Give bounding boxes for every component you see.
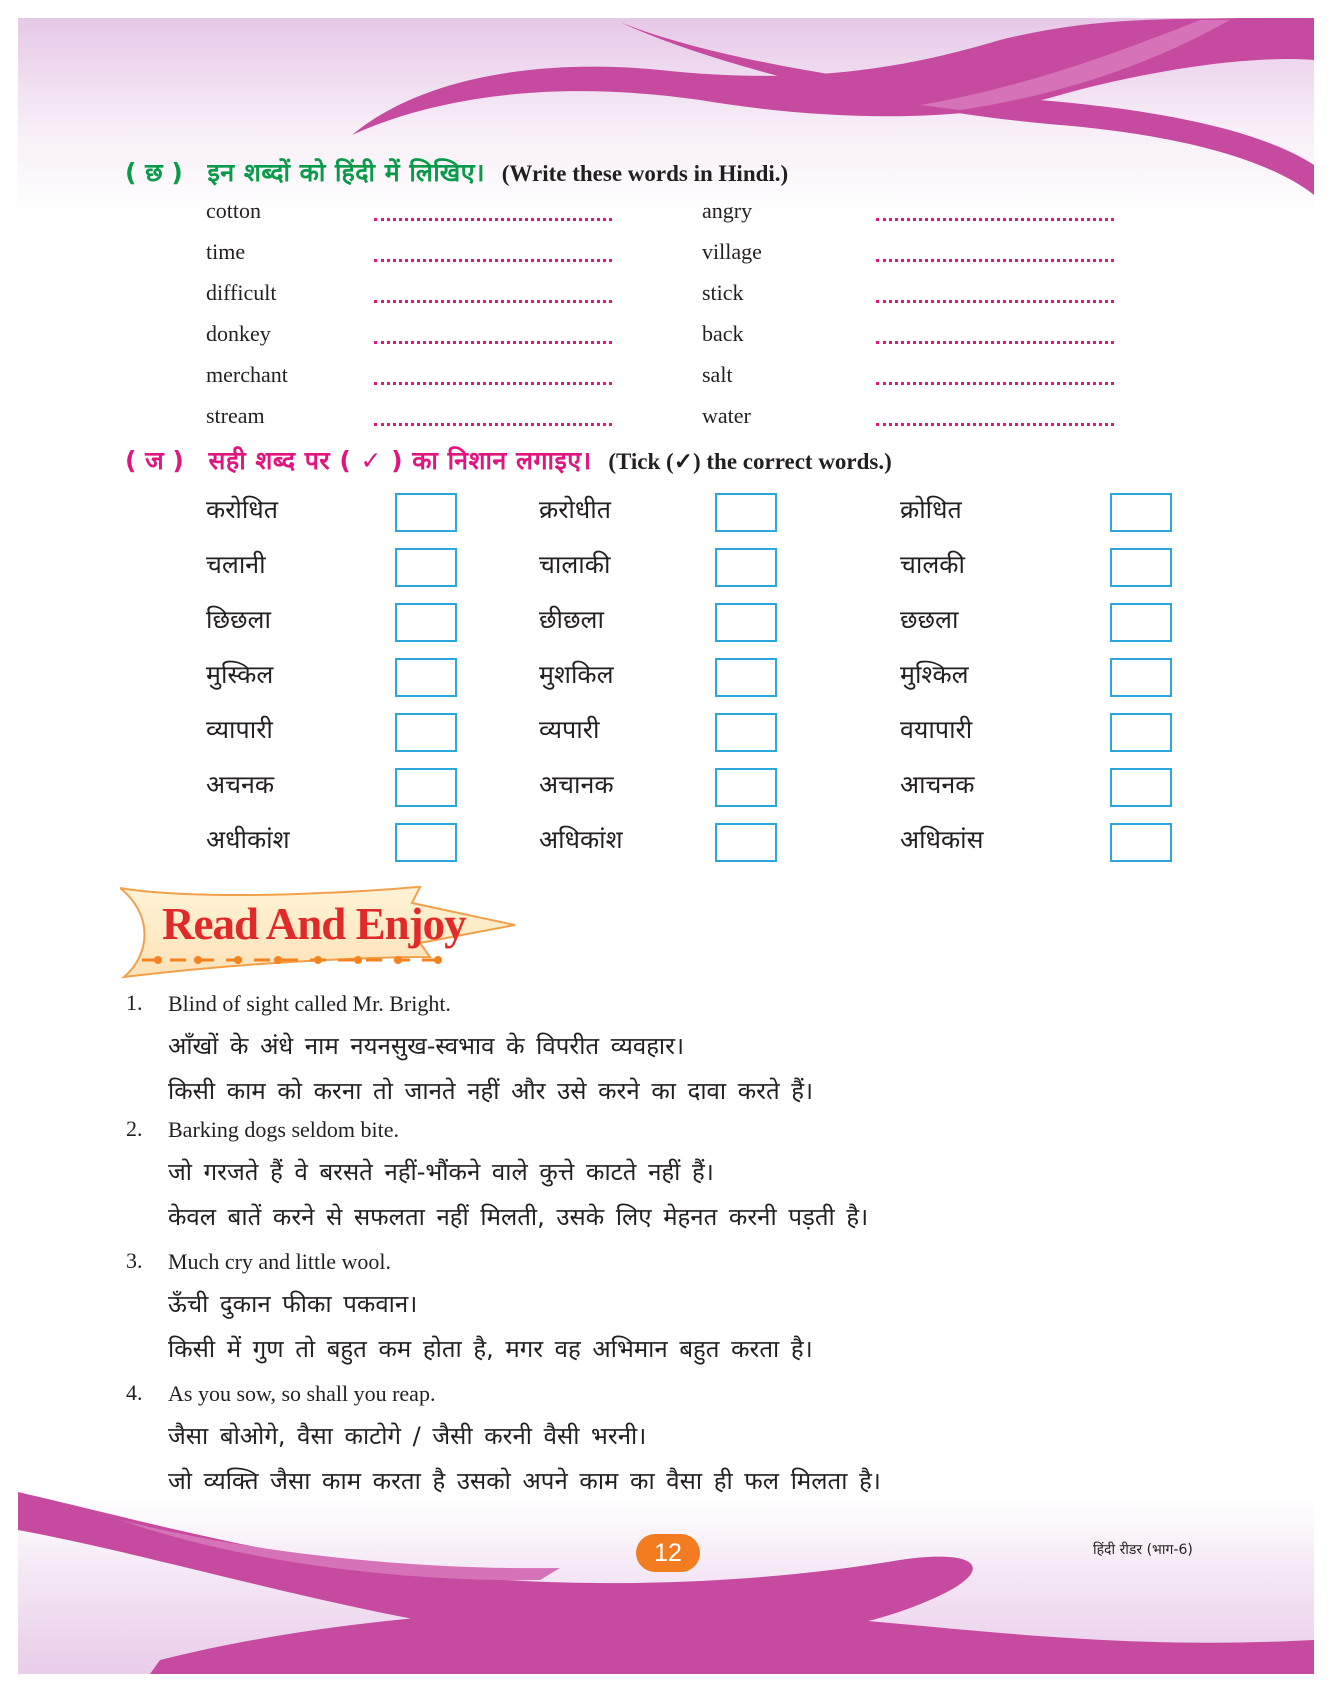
tick-checkbox[interactable] — [715, 603, 777, 642]
tick-checkbox[interactable] — [395, 768, 457, 807]
option-word: व्यपारी — [539, 715, 600, 744]
answer-blank[interactable] — [876, 403, 1114, 426]
option-word: करोधित — [206, 495, 279, 524]
option-word: आचनक — [900, 770, 975, 799]
proverb-hindi: ऊँची दुकान फीका पकवान। — [168, 1290, 418, 1318]
proverb-item — [120, 1248, 1220, 1374]
option-word: क्रोधित — [900, 495, 962, 524]
answer-blank[interactable] — [374, 198, 612, 221]
option-word: अधिकांस — [900, 825, 984, 854]
section-g-title-english: (Write these words in Hindi.) — [501, 161, 789, 186]
option-word: वयापारी — [900, 715, 973, 744]
option-word: चालाकी — [539, 550, 611, 579]
answer-blank[interactable] — [374, 280, 612, 303]
word-row — [206, 321, 1166, 362]
tick-checkbox[interactable] — [1110, 823, 1172, 862]
tick-checkbox[interactable] — [1110, 713, 1172, 752]
answer-blank[interactable] — [374, 321, 612, 344]
tick-checkbox[interactable] — [395, 603, 457, 642]
option-word: अधिकांश — [539, 825, 623, 854]
option-word: मुश्किल — [900, 660, 969, 689]
english-word: stream — [206, 403, 265, 428]
word-row — [206, 362, 1166, 403]
english-word: back — [702, 321, 744, 346]
english-word: water — [702, 403, 751, 428]
tick-checkbox[interactable] — [715, 823, 777, 862]
proverb-hindi: जो गरजते हैं वे बरसते नहीं-भौंकने वाले कुत्ते काटते नहीं हैं। — [168, 1158, 714, 1186]
tick-checkbox[interactable] — [1110, 603, 1172, 642]
tick-row — [206, 490, 1186, 545]
option-word: अचानक — [539, 770, 614, 799]
option-word: व्यापारी — [206, 715, 273, 744]
option-word: अचनक — [206, 770, 275, 799]
tick-row — [206, 600, 1186, 655]
proverb-english: As you sow, so shall you reap. — [168, 1381, 436, 1406]
tick-checkbox[interactable] — [715, 658, 777, 697]
option-word: मुस्किल — [206, 660, 274, 689]
option-word: क्ररोधीत — [539, 495, 612, 524]
section-h-marker: ( ज ) — [125, 446, 184, 475]
answer-blank[interactable] — [374, 403, 612, 426]
translation-word-list — [206, 198, 1166, 444]
option-word: छीछला — [539, 605, 604, 634]
tick-checkbox[interactable] — [715, 713, 777, 752]
proverb-english: Barking dogs seldom bite. — [168, 1117, 399, 1142]
word-row — [206, 198, 1166, 239]
proverb-meaning: किसी काम को करना तो जानते नहीं और उसे करने का दावा करते हैं। — [168, 1077, 814, 1105]
english-word: salt — [702, 362, 733, 387]
english-word: village — [702, 239, 762, 264]
bottom-swoosh-tail — [150, 1609, 1314, 1674]
answer-blank[interactable] — [876, 280, 1114, 303]
section-g-marker: ( छ ) — [125, 158, 183, 187]
read-and-enjoy-title: Read And Enjoy — [162, 899, 466, 949]
option-word: छछला — [900, 605, 959, 634]
section-g-heading — [125, 155, 788, 189]
answer-blank[interactable] — [876, 198, 1114, 221]
answer-blank[interactable] — [876, 321, 1114, 344]
section-h-heading — [125, 443, 892, 477]
tick-checkbox[interactable] — [395, 658, 457, 697]
proverb-meaning: जो व्यक्ति जैसा काम करता है उसको अपने काम का वैसा ही फल मिलता है। — [168, 1467, 881, 1495]
tick-checkbox[interactable] — [395, 493, 457, 532]
tick-checkbox[interactable] — [1110, 493, 1172, 532]
section-h-title-hindi: सही शब्द पर ( ✓ ) का निशान लगाइए। — [208, 446, 592, 475]
proverb-item — [120, 1380, 1220, 1506]
option-word: मुशकिल — [539, 660, 614, 689]
answer-blank[interactable] — [374, 362, 612, 385]
proverb-item — [120, 990, 1220, 1116]
answer-blank[interactable] — [374, 239, 612, 262]
option-word: छिछला — [206, 605, 271, 634]
proverb-meaning: किसी में गुण तो बहुत कम होता है, मगर वह अभिमान बहुत करता है। — [168, 1335, 813, 1363]
word-row — [206, 280, 1166, 321]
english-word: donkey — [206, 321, 271, 346]
proverb-item — [120, 1116, 1220, 1242]
tick-checkbox[interactable] — [395, 713, 457, 752]
tick-checkbox[interactable] — [715, 768, 777, 807]
proverb-english: Much cry and little wool. — [168, 1249, 392, 1274]
section-g-title-hindi: इन शब्दों को हिंदी में लिखिए। — [207, 158, 486, 187]
option-word: चलानी — [206, 550, 266, 579]
word-row — [206, 403, 1166, 444]
proverb-meaning: केवल बातें करने से सफलता नहीं मिलती, उसके लिए मेहनत करनी पड़ती है। — [168, 1203, 869, 1231]
english-word: time — [206, 239, 246, 264]
proverb-list — [120, 990, 1220, 1506]
option-word: अधीकांश — [206, 825, 290, 854]
tick-row — [206, 820, 1186, 875]
tick-row — [206, 545, 1186, 600]
proverb-number: 4. — [126, 1380, 143, 1405]
proverb-hindi: जैसा बोओगे, वैसा काटोगे / जैसी करनी वैसी भरनी। — [168, 1422, 647, 1450]
tick-word-grid — [206, 490, 1186, 875]
tick-checkbox[interactable] — [1110, 658, 1172, 697]
tick-checkbox[interactable] — [395, 823, 457, 862]
section-h-title-english: (Tick (✓) the correct words.) — [608, 449, 892, 474]
proverb-number: 2. — [126, 1116, 143, 1141]
page-number: 12 — [636, 1534, 700, 1572]
english-word: cotton — [206, 198, 261, 223]
answer-blank[interactable] — [876, 362, 1114, 385]
tick-row — [206, 765, 1186, 820]
english-word: difficult — [206, 280, 277, 305]
english-word: merchant — [206, 362, 288, 387]
tick-checkbox[interactable] — [395, 548, 457, 587]
tick-checkbox[interactable] — [1110, 548, 1172, 587]
proverb-english: Blind of sight called Mr. Bright. — [168, 991, 451, 1016]
proverb-number: 3. — [126, 1248, 143, 1273]
option-word: चालकी — [900, 550, 965, 579]
english-word: angry — [702, 198, 753, 223]
proverb-hindi: आँखों के अंधे नाम नयनसुख-स्वभाव के विपरीत व्यवहार। — [168, 1032, 685, 1060]
english-word: stick — [702, 280, 744, 305]
tick-checkbox[interactable] — [1110, 768, 1172, 807]
answer-blank[interactable] — [876, 239, 1114, 262]
tick-row — [206, 710, 1186, 765]
word-row — [206, 239, 1166, 280]
book-title: हिंदी रीडर (भाग-6) — [1093, 1542, 1193, 1558]
proverb-number: 1. — [126, 990, 143, 1015]
tick-checkbox[interactable] — [715, 548, 777, 587]
tick-row — [206, 655, 1186, 710]
tick-checkbox[interactable] — [715, 493, 777, 532]
